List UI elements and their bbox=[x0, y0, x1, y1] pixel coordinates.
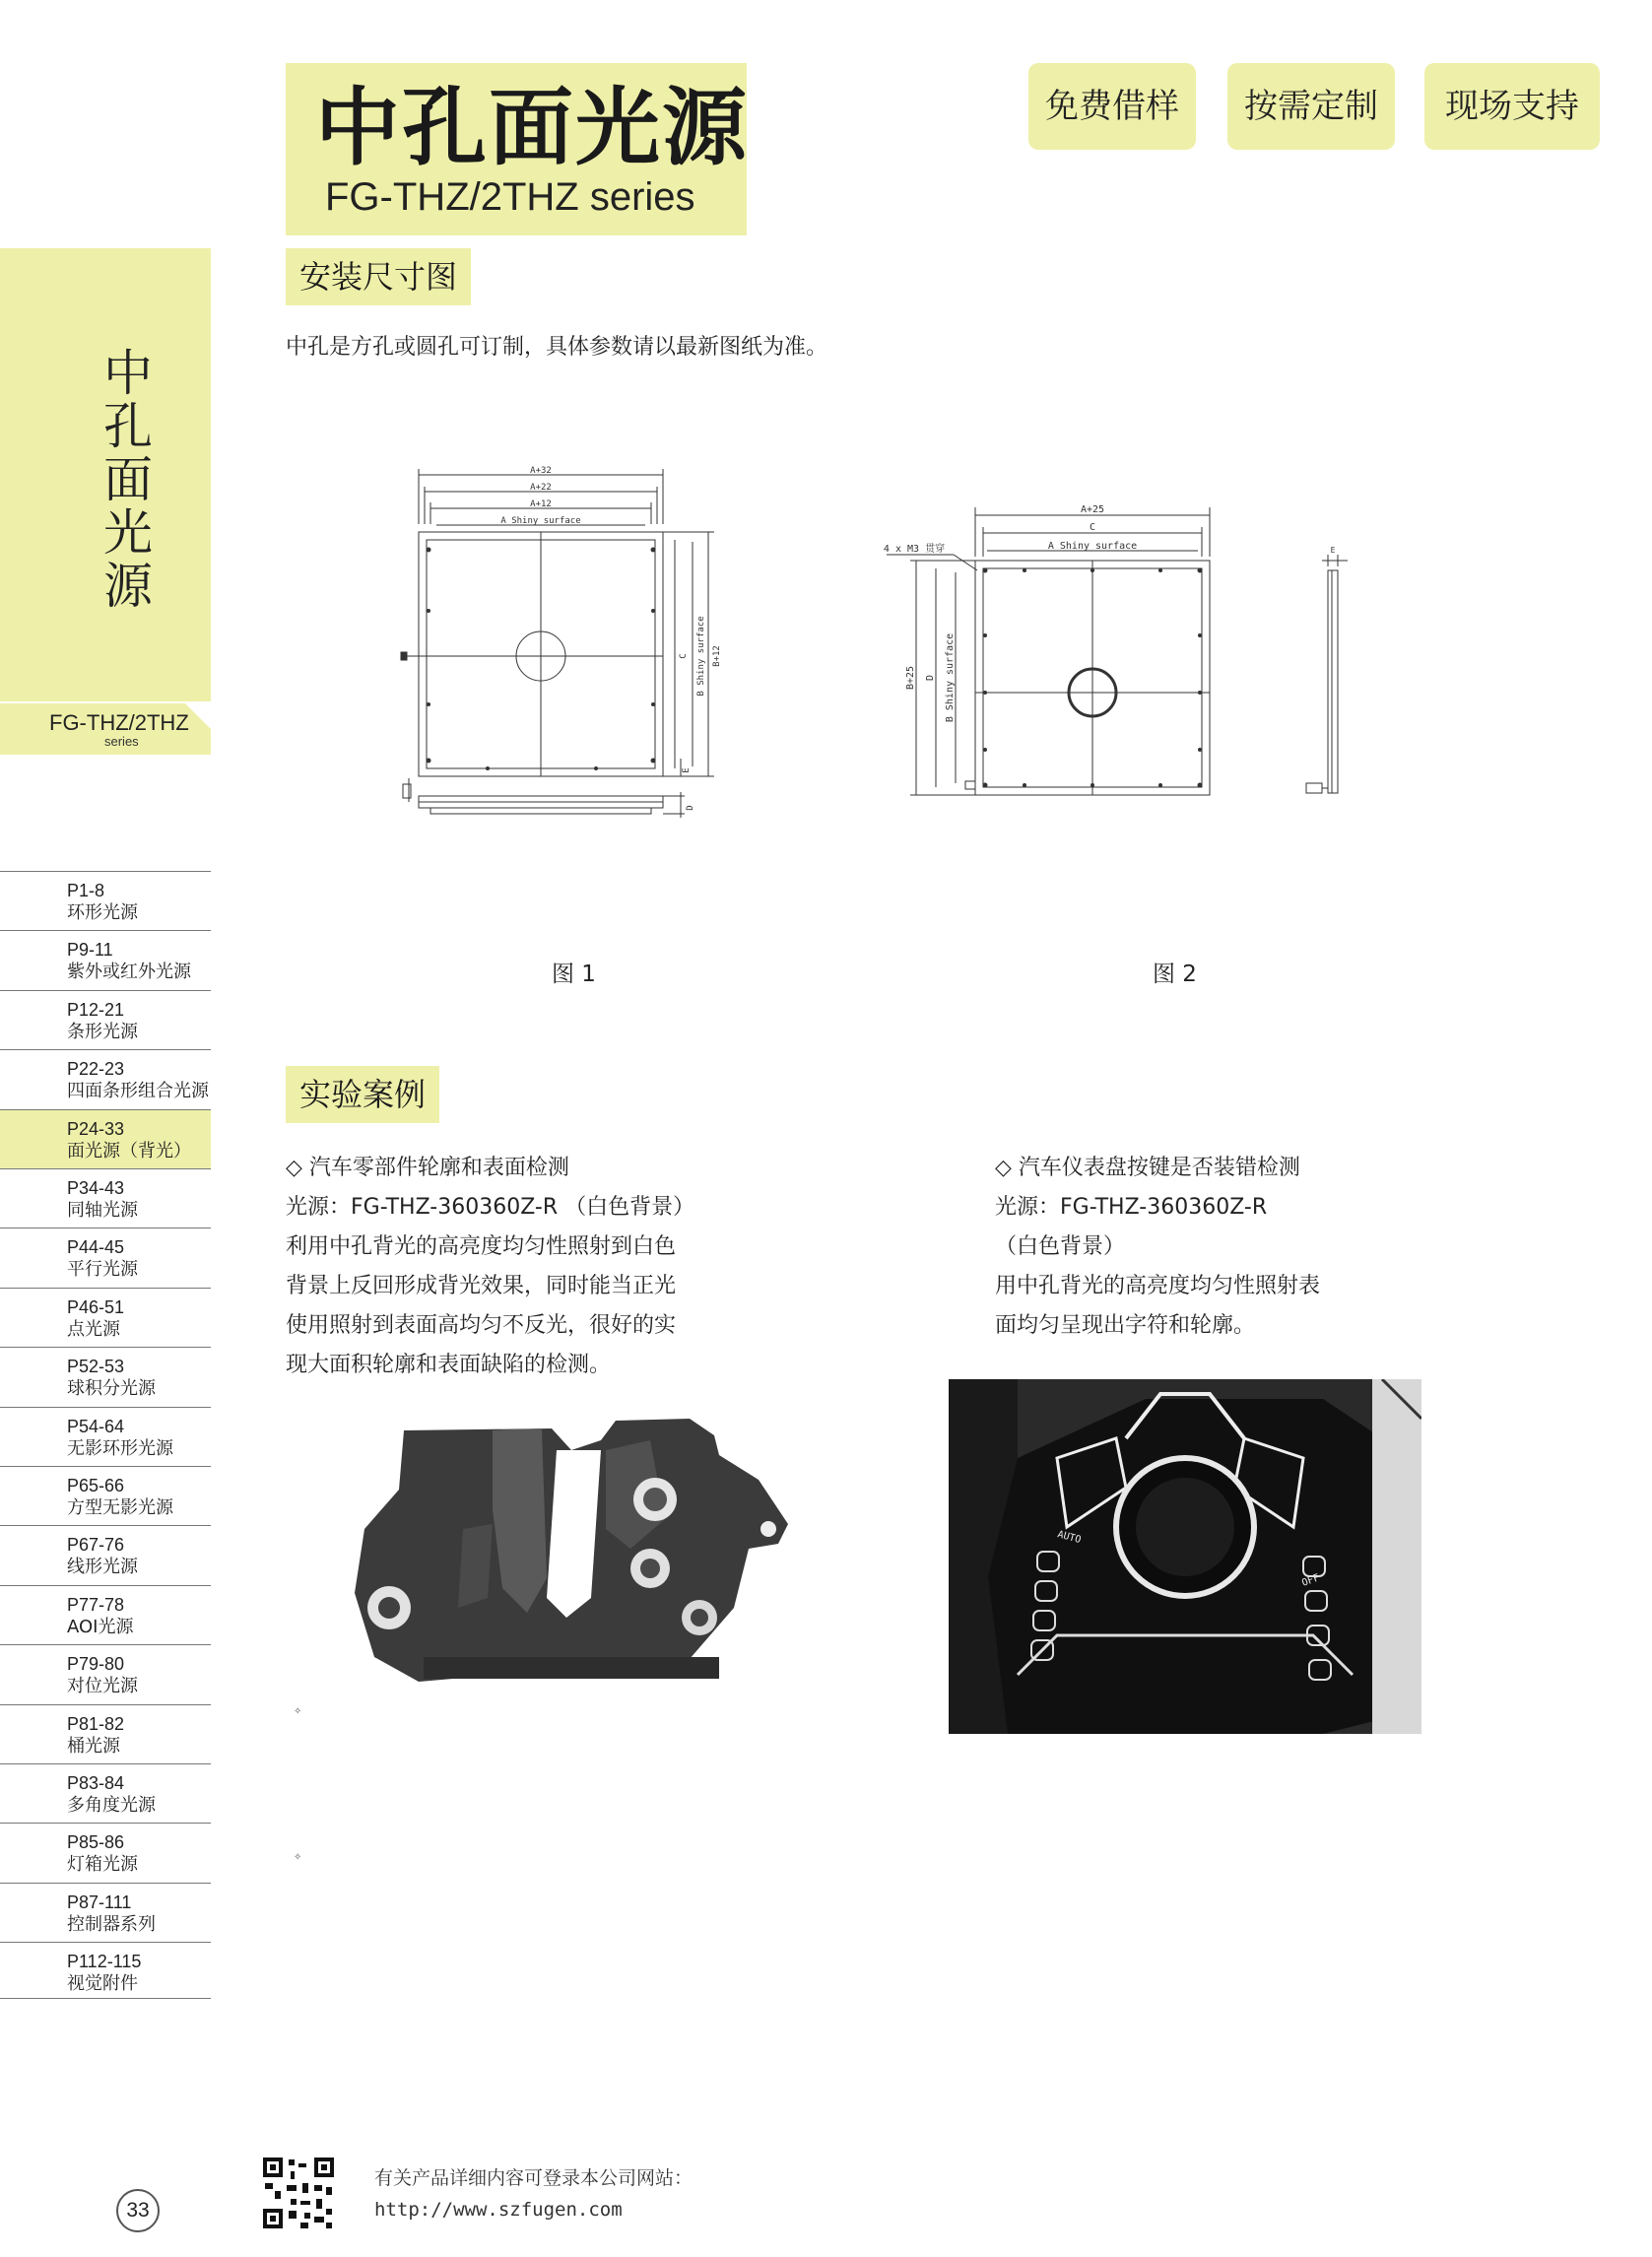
sidebar-nav-pages: P79-80 bbox=[67, 1654, 125, 1675]
fig1-label-b12: B+12 bbox=[712, 645, 722, 667]
fig2-label-c: C bbox=[1089, 522, 1096, 533]
case-left-image bbox=[345, 1411, 857, 1726]
sidebar-nav-pages: P9-11 bbox=[67, 940, 113, 961]
fig2-label-a-shiny: A Shiny surface bbox=[1047, 541, 1138, 552]
sidebar-nav-name: 无影环形光源 bbox=[67, 1437, 173, 1459]
sidebar-nav-item[interactable] bbox=[0, 1168, 211, 1228]
tag-free-sample: 免费借样 bbox=[1028, 63, 1196, 150]
sidebar-nav-name: 四面条形组合光源 bbox=[67, 1081, 209, 1102]
sidebar-nav-name: 桶光源 bbox=[67, 1735, 120, 1757]
case-left-line: 使用照射到表面高均匀不反光，很好的实 bbox=[286, 1313, 677, 1338]
sidebar-nav-name: 灯箱光源 bbox=[67, 1854, 138, 1876]
sidebar-nav-name: 条形光源 bbox=[67, 1021, 138, 1042]
sidebar-nav-name: 视觉附件 bbox=[67, 1973, 138, 1995]
sidebar-nav-item[interactable] bbox=[0, 1823, 211, 1882]
figure-2-caption: 图 2 bbox=[1153, 962, 1197, 987]
sidebar-nav-item[interactable] bbox=[0, 1525, 211, 1584]
sidebar-nav-name: 环形光源 bbox=[67, 902, 138, 923]
page-subtitle: FG-THZ/2THZ series bbox=[325, 175, 695, 219]
sidebar-nav-pages: P77-78 bbox=[67, 1594, 125, 1615]
sidebar-nav-item[interactable] bbox=[0, 1704, 211, 1763]
figure-2-drawing bbox=[867, 498, 1379, 823]
tag-onsite-support: 现场支持 bbox=[1424, 63, 1600, 150]
panel-off-label: OFF bbox=[1300, 1572, 1321, 1589]
case-left-line: 光源：FG-THZ-360360Z-R （白色背景） bbox=[286, 1195, 695, 1220]
figure-1-caption: 图 1 bbox=[552, 962, 596, 987]
sidebar-nav-pages: P83-84 bbox=[67, 1773, 125, 1793]
fig2-label-a25: A+25 bbox=[1080, 504, 1105, 515]
sidebar-nav-pages: P87-111 bbox=[67, 1892, 132, 1912]
sidebar-nav-name: 同轴光源 bbox=[67, 1200, 138, 1221]
fig1-label-e: E bbox=[682, 767, 692, 773]
sidebar-nav-item[interactable] bbox=[0, 871, 211, 930]
page-number: 33 bbox=[116, 2189, 160, 2232]
sidebar-nav-item[interactable] bbox=[0, 1585, 211, 1644]
sidebar-series-label: FG-THZ/2THZ bbox=[49, 710, 189, 735]
tag-custom: 按需定制 bbox=[1227, 63, 1395, 150]
sidebar-nav-item[interactable] bbox=[0, 1228, 211, 1287]
fig2-label-b-shiny: B Shiny surface bbox=[945, 632, 956, 723]
sidebar-nav-item[interactable] bbox=[0, 990, 211, 1049]
sidebar-nav-item[interactable] bbox=[0, 930, 211, 989]
qr-code-icon bbox=[261, 2156, 336, 2230]
sidebar-nav-name: 面光源（背光） bbox=[67, 1140, 191, 1162]
section-heading-dimensions: 安装尺寸图 bbox=[286, 248, 471, 305]
sidebar-vertical-title bbox=[99, 347, 158, 613]
sidebar-nav-item[interactable] bbox=[0, 1883, 211, 1942]
sidebar-nav-pages: P22-23 bbox=[67, 1059, 125, 1080]
case-left-line: 利用中孔背光的高亮度均匀性照射到白色 bbox=[286, 1234, 677, 1259]
fig1-label-c: C bbox=[679, 653, 689, 659]
sidebar-nav-item[interactable] bbox=[0, 1763, 211, 1823]
sidebar-nav-name: 点光源 bbox=[67, 1318, 120, 1340]
sidebar-nav-pages: P34-43 bbox=[67, 1178, 125, 1198]
fig1-label-b-shiny: B Shiny surface bbox=[696, 616, 706, 697]
sidebar-nav-name: 多角度光源 bbox=[67, 1795, 156, 1816]
case-left-line: 现大面积轮廓和表面缺陷的检测。 bbox=[286, 1353, 612, 1377]
fig1-label-a12: A+12 bbox=[530, 499, 552, 509]
sidebar-series-small: series bbox=[104, 734, 139, 749]
sidebar-nav-item[interactable] bbox=[0, 1109, 211, 1168]
sidebar-nav-name: 平行光源 bbox=[67, 1259, 138, 1281]
sidebar-corner-cut bbox=[185, 703, 211, 729]
sidebar-nav-item[interactable] bbox=[0, 1407, 211, 1466]
fig1-label-d: D bbox=[686, 805, 695, 811]
sidebar-nav-name: 方型无影光源 bbox=[67, 1497, 173, 1518]
sidebar-nav-pages: P81-82 bbox=[67, 1713, 125, 1734]
case-right-line: （白色背景） bbox=[995, 1234, 1126, 1259]
page-title: 中孔面光源 bbox=[315, 79, 749, 177]
sidebar-nav-item[interactable] bbox=[0, 1288, 211, 1347]
fig2-label-b25: B+25 bbox=[905, 665, 916, 691]
case-right-title: ◇ 汽车仪表盘按键是否装错检测 bbox=[995, 1156, 1300, 1180]
sidebar-nav-pages: P67-76 bbox=[67, 1535, 125, 1556]
fig2-label-e: E bbox=[1330, 546, 1336, 555]
sidebar-title-char: 孔 bbox=[103, 398, 153, 455]
case-left-line: 背景上反回形成背光效果，同时能当正光 bbox=[286, 1274, 677, 1298]
sidebar-nav-name: 对位光源 bbox=[67, 1676, 138, 1697]
sidebar-nav-item[interactable] bbox=[0, 1049, 211, 1108]
sidebar-nav-item[interactable] bbox=[0, 1466, 211, 1525]
sidebar-nav-name: 线形光源 bbox=[67, 1557, 138, 1578]
section-heading-cases: 实验案例 bbox=[286, 1066, 439, 1123]
sidebar-nav-pages: P54-64 bbox=[67, 1416, 125, 1436]
sidebar-nav-end-line bbox=[0, 1998, 211, 1999]
fig2-label-m3: 4 x M3 贯穿 bbox=[883, 544, 946, 555]
sidebar-title-char: 面 bbox=[103, 451, 153, 508]
sidebar-nav-name: 紫外或红外光源 bbox=[67, 962, 191, 983]
sidebar-nav-pages: P65-66 bbox=[67, 1476, 125, 1495]
fig1-label-a22: A+22 bbox=[530, 483, 552, 493]
case-right-line: 光源：FG-THZ-360360Z-R bbox=[995, 1195, 1268, 1220]
panel-auto-label: AUTO bbox=[1056, 1529, 1083, 1547]
sidebar-nav-pages: P85-86 bbox=[67, 1832, 125, 1853]
case-right-line: 用中孔背光的高亮度均匀性照射表 bbox=[995, 1274, 1321, 1298]
sidebar-title-char: 源 bbox=[103, 558, 153, 615]
decor-mark: ✧ bbox=[294, 1852, 302, 1863]
footer-url[interactable]: http://www.szfugen.com bbox=[374, 2199, 623, 2221]
sidebar-nav-item[interactable] bbox=[0, 1347, 211, 1406]
footer-text: 有关产品详细内容可登录本公司网站： bbox=[374, 2167, 694, 2189]
case-right-image bbox=[949, 1379, 1421, 1734]
sidebar-nav-pages: P112-115 bbox=[67, 1952, 142, 1972]
decor-mark: ✧ bbox=[294, 1706, 302, 1717]
sidebar-nav-pages: P46-51 bbox=[67, 1296, 125, 1317]
fig1-label-a-shiny: A Shiny surface bbox=[500, 516, 581, 526]
sidebar-nav-pages: P1-8 bbox=[67, 881, 105, 900]
dimensions-note: 中孔是方孔或圆孔可订制，具体参数请以最新图纸为准。 bbox=[286, 335, 828, 360]
sidebar-nav-name: 控制器系列 bbox=[67, 1913, 156, 1935]
fig1-label-a32: A+32 bbox=[530, 466, 552, 476]
fig2-label-d: D bbox=[925, 674, 936, 682]
sidebar-nav-item[interactable] bbox=[0, 1644, 211, 1703]
sidebar-nav-pages: P24-33 bbox=[67, 1118, 125, 1139]
sidebar-nav-name: 球积分光源 bbox=[67, 1378, 156, 1400]
sidebar-nav-item[interactable] bbox=[0, 1942, 211, 2001]
figure-1-drawing bbox=[389, 463, 754, 837]
sidebar-title-char: 中 bbox=[103, 345, 153, 402]
sidebar-nav-pages: P52-53 bbox=[67, 1357, 125, 1377]
sidebar-title-char: 光 bbox=[103, 504, 153, 562]
case-right-line: 面均匀呈现出字符和轮廓。 bbox=[995, 1313, 1256, 1338]
case-left-title: ◇ 汽车零部件轮廓和表面检测 bbox=[286, 1156, 569, 1180]
sidebar-nav-name: AOI光源 bbox=[67, 1616, 134, 1637]
sidebar-nav-pages: P44-45 bbox=[67, 1237, 125, 1258]
sidebar-nav-pages: P12-21 bbox=[67, 999, 125, 1020]
